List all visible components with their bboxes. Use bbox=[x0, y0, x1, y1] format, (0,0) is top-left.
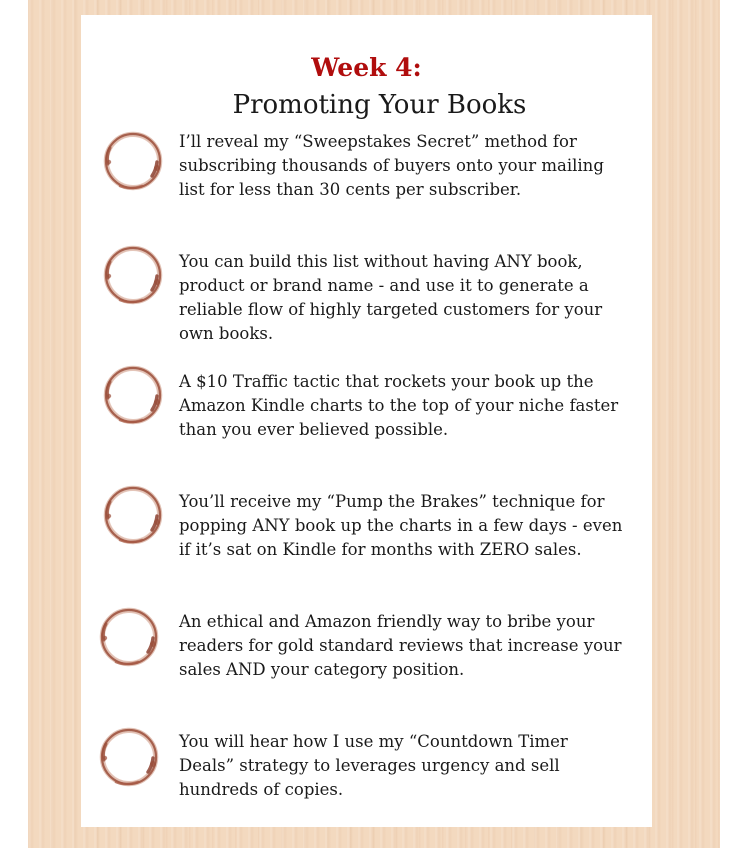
list-item-text: I’ll reveal my “Sweepstakes Secret” method for subscribing thousands of buyers onto your mailing list for less than 30 cents per subscriber. bbox=[179, 132, 604, 199]
page-title: Promoting Your Books bbox=[232, 90, 527, 120]
list-item-text: A $10 Traffic tactic that rockets your book up the Amazon Kindle charts to the top of your niche faster than you ever believed possible. bbox=[179, 372, 619, 439]
list-item-text: An ethical and Amazon friendly way to bribe your readers for gold standard reviews that increase your sales AND your category position. bbox=[179, 612, 622, 679]
list-item-text: You can build this list without having ANY book, product or brand name - and use it to generate a reliable flow of highly targeted customers for your own books. bbox=[179, 252, 603, 343]
coffee-ring-icon bbox=[100, 482, 166, 548]
list-item-text: You will hear how I use my “Countdown Timer Deals” strategy to leverages urgency and sell hundreds of copies. bbox=[179, 732, 568, 799]
list-item-text: You’ll receive my “Pump the Brakes” technique for popping ANY book up the charts in a few days - even if it’s sat on Kindle for months with ZERO sales. bbox=[179, 492, 623, 559]
coffee-ring-icon bbox=[96, 724, 162, 790]
coffee-ring-icon bbox=[96, 604, 162, 670]
week-heading: Week 4: bbox=[311, 53, 422, 82]
coffee-ring-icon bbox=[100, 362, 166, 428]
coffee-ring-icon bbox=[100, 242, 166, 308]
coffee-ring-icon bbox=[100, 128, 166, 194]
